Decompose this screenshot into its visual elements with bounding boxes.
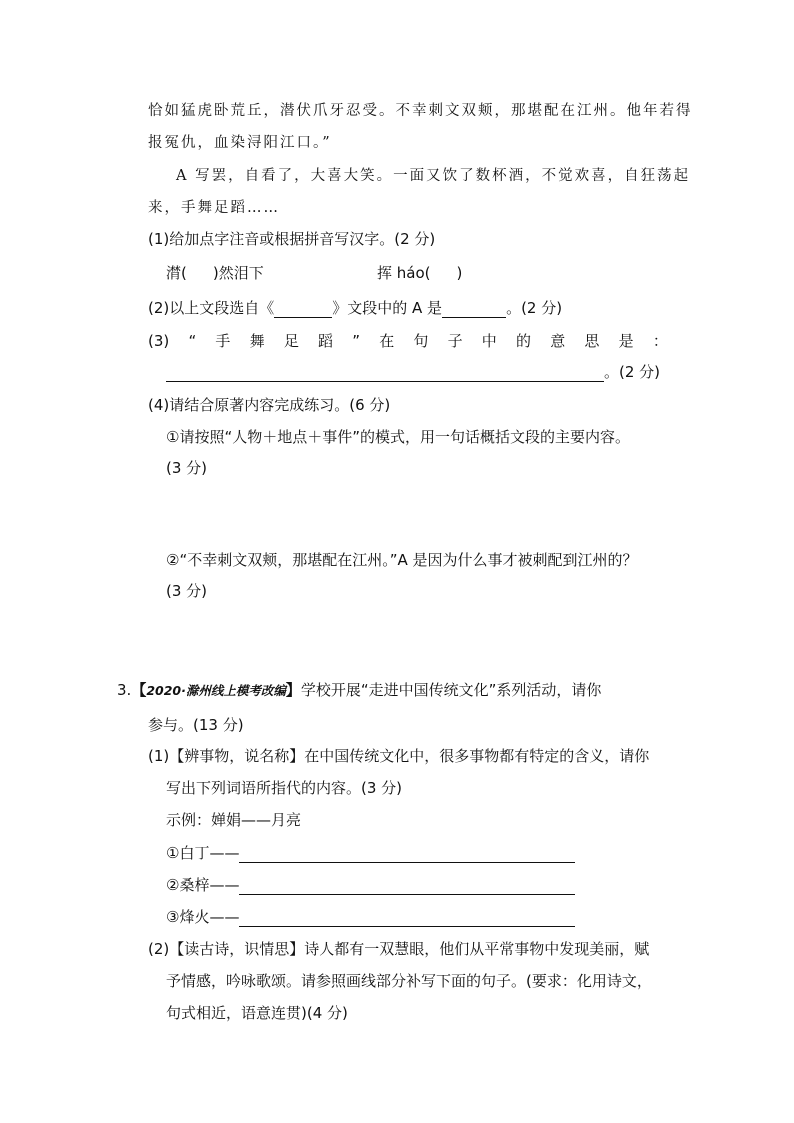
item-b-label-end: ) <box>456 264 463 282</box>
section-3-heading <box>117 680 601 701</box>
question-3-stem <box>148 331 668 351</box>
term-answer-blank-1[interactable] <box>239 846 575 863</box>
passage-line-4: 来，手舞足蹈…… <box>148 200 280 216</box>
question-3-char: 是 <box>618 332 634 350</box>
item-a-label: 潸( <box>166 264 187 282</box>
part-1-line-1: (1)【辨事物，说名称】在中国传统文化中，很多事物都有特定的含义，请你 <box>148 747 650 765</box>
question-1-item-b <box>377 263 462 283</box>
question-3-char: 手 <box>215 332 231 350</box>
term-item-1 <box>166 843 575 863</box>
term-answer-blank-2[interactable] <box>239 878 575 895</box>
question-3-char: 舞 <box>249 332 265 350</box>
item-b-label: 挥 háo( <box>377 264 431 282</box>
question-4-sub-1-score: (3 分) <box>166 459 208 477</box>
question-3-char: 蹈 <box>318 332 334 350</box>
question-3-char: 的 <box>516 332 532 350</box>
question-3-char: (3) <box>148 332 170 350</box>
question-3-char: 意 <box>550 332 566 350</box>
passage-line-3: A 写罢，自看了，大喜大笑。一面又饮了数杯酒，不觉欢喜，自狂荡起 <box>176 168 691 184</box>
question-2-part-3: 。(2 分) <box>506 299 563 317</box>
section-3-intro: 学校开展“走进中国传统文化”系列活动，请你 <box>300 681 602 699</box>
question-4-stem: (4)请结合原著内容完成练习。(6 分) <box>148 396 391 414</box>
question-3-char: 在 <box>379 332 395 350</box>
question-3-answer-line <box>166 362 660 382</box>
section-3-intro-2: 参与。(13 分) <box>148 716 244 734</box>
question-3-char: 足 <box>283 332 299 350</box>
term-item-2 <box>166 875 575 895</box>
character-a-blank[interactable] <box>442 301 506 318</box>
question-3-char: “ <box>188 332 197 350</box>
question-4-sub-1: ①请按照“人物＋地点＋事件”的模式，用一句话概括文段的主要内容。 <box>166 428 630 446</box>
question-4-sub-2-score: (3 分) <box>166 582 208 600</box>
question-3-char: 子 <box>447 332 463 350</box>
question-3-char: ： <box>652 332 668 350</box>
example-line: 示例：婵娟——月亮 <box>166 811 302 829</box>
book-title-blank[interactable] <box>274 301 332 318</box>
term-item-3 <box>166 907 575 927</box>
question-3-char: 句 <box>413 332 429 350</box>
term-label-1: ①白丁—— <box>166 844 240 862</box>
passage-line-1: 恰如猛虎卧荒丘，潜伏爪牙忍受。不幸刺文双颊，那堪配在江州。他年若得 <box>148 103 693 119</box>
part-1-line-2: 写出下列词语所指代的内容。(3 分) <box>166 779 403 797</box>
question-2 <box>148 298 562 318</box>
question-2-part-2: 》文段中的 A 是 <box>332 299 443 317</box>
bracket-close: 】 <box>285 681 301 699</box>
bracket-open: 【 <box>131 681 147 699</box>
part-2-line-3: 句式相近，语意连贯)(4 分) <box>166 1004 348 1022</box>
term-label-2: ②桑梓—— <box>166 876 240 894</box>
question-1-item-a <box>166 263 264 283</box>
question-3-end: 。(2 分) <box>604 363 661 381</box>
part-2-line-1: (2)【读古诗，识情思】诗人都有一双慧眼，他们从平常事物中发现美丽，赋 <box>148 940 650 958</box>
question-3-char: 中 <box>481 332 497 350</box>
question-4-sub-2: ②“不幸刺文双颊，那堪配在江州。”A 是因为什么事才被刺配到江州的？ <box>166 551 638 569</box>
question-1-stem: (1)给加点字注音或根据拼音写汉字。(2 分) <box>148 230 436 248</box>
question-3-char: 思 <box>584 332 600 350</box>
question-3-char: ” <box>352 332 360 350</box>
item-a-label-end: )然泪下 <box>212 264 264 282</box>
section-3-number: 3. <box>117 681 132 699</box>
source-note: 2020·滁州线上模考改编 <box>146 683 286 698</box>
meaning-blank[interactable] <box>166 365 604 382</box>
question-2-part-1: (2)以上文段选自《 <box>148 299 275 317</box>
term-label-3: ③烽火—— <box>166 908 240 926</box>
passage-line-2: 报冤仇，血染浔阳江口。” <box>148 135 332 151</box>
term-answer-blank-3[interactable] <box>239 910 575 927</box>
part-2-line-2: 予情感，吟咏歌颂。请参照画线部分补写下面的句子。(要求：化用诗文， <box>166 972 652 990</box>
